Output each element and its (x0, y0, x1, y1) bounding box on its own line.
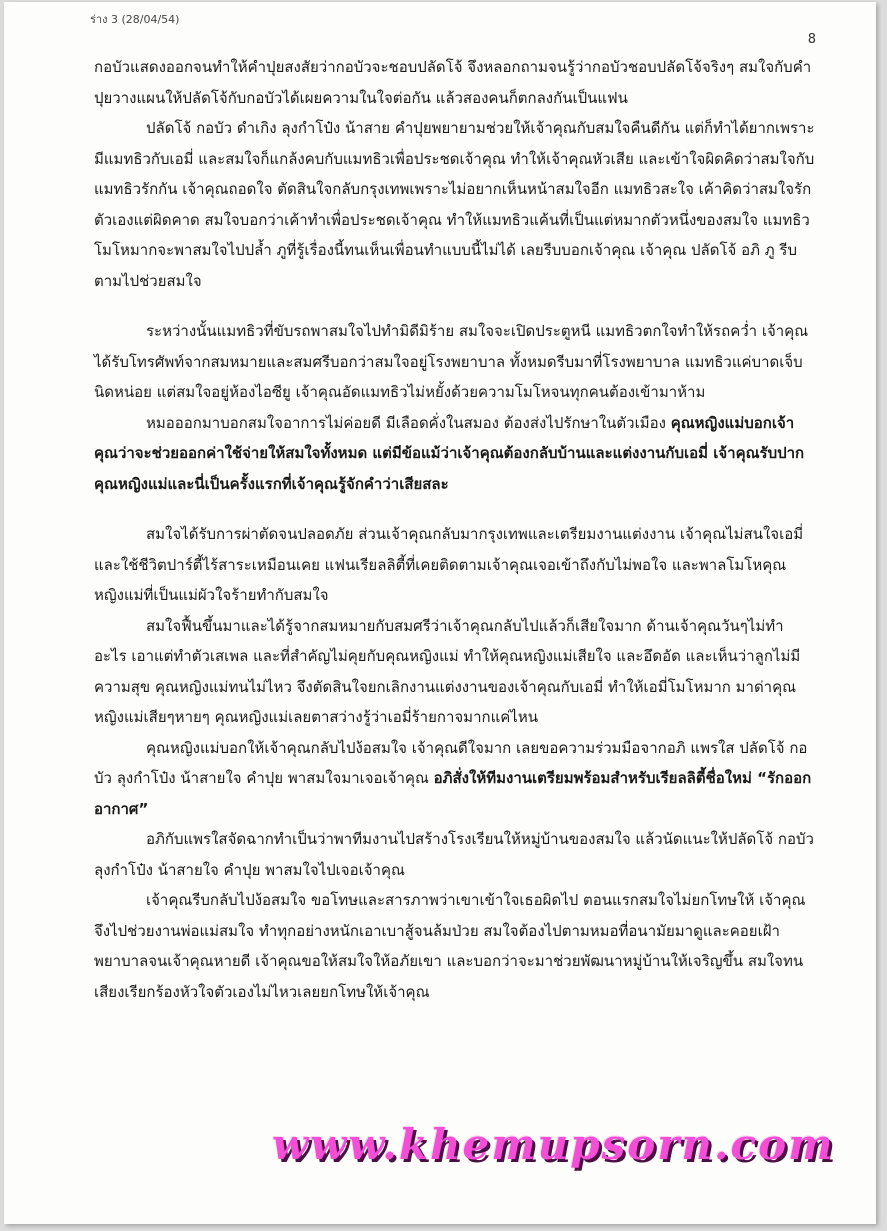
paragraph-7 (94, 733, 816, 825)
paragraph-5 (94, 519, 816, 611)
paragraph-text: สมใจฟื้นขึ้นมาและได้รู้จากสมหมายกับสมศรีว่าเจ้าคุณกลับไปแล้วก็เสียใจมาก ด้านเจ้าคุณวันๆไม่ทำอะไร เอาแต่ทำตัวเสเพล และที่สำคัญไม่คุยกับคุณหญิงแม่ ทำให้คุณหญิงแม่เสียใจ และอึดอัด และเห็นว่าลูกไม่มีความสุข คุณหญิงแม่ทนไม่ไหว จึงตัดสินใจยกเลิกงานแต่งงานของเจ้าคุณกับเอมี่ ทำให้เอมี่โมโหมาก มาด่าคุณหญิงแม่เสียๆหายๆ คุณหญิงแม่เลยตาสว่างรู้ว่าเอมี่ร้ายกาจมากแค่ไหน (94, 616, 801, 726)
paragraph-1 (94, 52, 816, 113)
paragraph-3 (94, 316, 816, 408)
paragraph-text: เจ้าคุณรีบกลับไปง้อสมใจ ขอโทษและสารภาพว่าเขาเข้าใจเธอผิดไป ตอนแรกสมใจไม่ยกโทษให้ เจ้าคุณจึงไปช่วยงานพ่อแม่สมใจ ทำทุกอย่างหนักเอาเบาสู้จนล้มป่วย สมใจต้องไปตามหมอที่อนามัยมาดูและคอยเฝ้าพยาบาลจนเจ้าคุณหายดี เจ้าคุณขอให้สมใจให้อภัยเขา และบอกว่าจะมาช่วยพัฒนาหมู่บ้านให้เจริญขึ้น สมใจทนเสียงเรียกร้องหัวใจตัวเองไม่ไหวเลยยกโทษให้เจ้าคุณ (94, 891, 806, 1001)
paragraph-6 (94, 611, 816, 733)
paragraph-text: สมใจได้รับการผ่าตัดจนปลอดภัย ส่วนเจ้าคุณกลับมากรุงเทพและเตรียมงานแต่งงาน เจ้าคุณไม่สนใจเอมี่และใช้ชีวิตปาร์ตี้ไร้สาระเหมือนเคย แฟนเรียลลิตี้ที่เคยติดตามเจ้าคุณเจอเข้าถึงกับไม่พอใจ และพาลโมโหคุณหญิงแม่ที่เป็นแม่ผัวใจร้ายทำกับสมใจ (94, 525, 804, 604)
document-body (94, 52, 816, 1007)
paragraph-4 (94, 408, 816, 500)
paragraph-text: หมอออกมาบอกสมใจอาการไม่ค่อยดี มีเลือดคั่งในสมอง ต้องส่งไปรักษาในตัวเมือง (146, 413, 671, 432)
paragraph-9 (94, 885, 816, 1007)
paragraph-text: คุณหญิงแม่บอกให้เจ้าคุณกลับไปง้อสมใจ เจ้าคุณดีใจมาก เลยขอความร่วมมือจากอภิ แพรใส ปลัดโจ้ กอบัว ลุงกำโป๋ง น้าสายใจ คำปุย พาสมใจมาเจอเจ้าคุณ (94, 738, 808, 787)
draft-header: ร่าง 3 (28/04/54) (90, 13, 180, 26)
paragraph-text: ระหว่างนั้นแมทธิวที่ขับรถพาสมใจไปทำมิดีมิร้าย สมใจจะเปิดประตูหนี แมทธิวตกใจทำให้รถคว่ำ เจ้าคุณได้รับโทรศัพท์จากสมหมายและสมศรีบอกว่าสมใจอยู่โรงพยาบาล ทั้งหมดรีบมาที่โรงพยาบาล แมทธิวแค่บาดเจ็บนิดหน่อย แต่สมใจอยู่ห้องไอซียู เจ้าคุณอัดแมทธิวไม่หยั้งด้วยความโมโหจนทุกคนต้องเข้ามาห้าม (94, 322, 809, 401)
paragraph-bold-text: อภิสั่งให้ทีมงานเตรียมพร้อมสำหรับเรียลลิตี้ชื่อใหม่ “รักออกอากาศ” (94, 769, 812, 818)
paragraph-8 (94, 824, 816, 885)
website-watermark: www.khemupsorn.com (272, 1120, 835, 1169)
document-page (4, 2, 876, 1224)
paragraph-text: ปลัดโจ้ กอบัว ดำเกิง ลุงกำโป๋ง น้าสาย คำปุยพยายามช่วยให้เจ้าคุณกับสมใจคืนดีกัน แต่ก็ทำได้ยากเพราะมีแมทธิวกับเอมี่ และสมใจก็แกล้งคบกับแมทธิวเพื่อประชดเจ้าคุณ ทำให้เจ้าคุณหัวเสีย และเข้าใจผิดคิดว่าสมใจกับแมทธิวรักกัน เจ้าคุณถอดใจ ตัดสินใจกลับกรุงเทพเพราะไม่อยากเห็นหน้าสมใจอีก แมทธิวสะใจ เค้าคิดว่าสมใจรักตัวเองแต่ผิดคาด สมใจบอกว่าเค้าทำเพื่อประชดเจ้าคุณ ทำให้แมทธิวแค้นที่เป็นแต่หมากตัวหนึ่งของสมใจ แมทธิวโมโหมากจะพาสมใจไปปล้ำ ภูที่รู้เรื่องนี้ทนเห็นเพื่อนทำแบบนี้ไม่ได้ เลยรีบบอกเจ้าคุณ เจ้าคุณ ปลัดโจ้ อภิ ภู รีบตามไปช่วยสมใจ (94, 119, 815, 290)
paragraph-2 (94, 113, 816, 296)
paragraph-bold-text: คุณหญิงแม่บอกเจ้าคุณว่าจะช่วยออกค่าใช้จ่ายให้สมใจทั้งหมด แต่มีข้อแม้ว่าเจ้าคุณต้องกลับบ้านและแต่งงานกับเอมี่ เจ้าคุณรับปากคุณหญิงแม่และนี่เป็นครั้งแรกที่เจ้าคุณรู้จักคำว่าเสียสละ (94, 413, 805, 493)
paragraph-text: อภิกับแพรใสจัดฉากทำเป็นว่าพาทีมงานไปสร้างโรงเรียนให้หมู่บ้านของสมใจ แล้วนัดแนะให้ปลัดโจ้ กอบัว ลุงกำโป๋ง น้าสายใจ คำปุย พาสมใจไปเจอเจ้าคุณ (94, 830, 814, 879)
page-number: 8 (807, 32, 816, 47)
paragraph-text: กอบัวแสดงออกจนทำให้คำปุยสงสัยว่ากอบัวจะชอบปลัดโจ้ จึงหลอกถามจนรู้ว่ากอบัวชอบปลัดโจ้จริงๆ สมใจกับคำปุยวางแผนให้ปลัดโจ้กับกอบัวได้เผยความในใจต่อกัน แล้วสองคนก็ตกลงกันเป็นแฟน (94, 58, 812, 107)
